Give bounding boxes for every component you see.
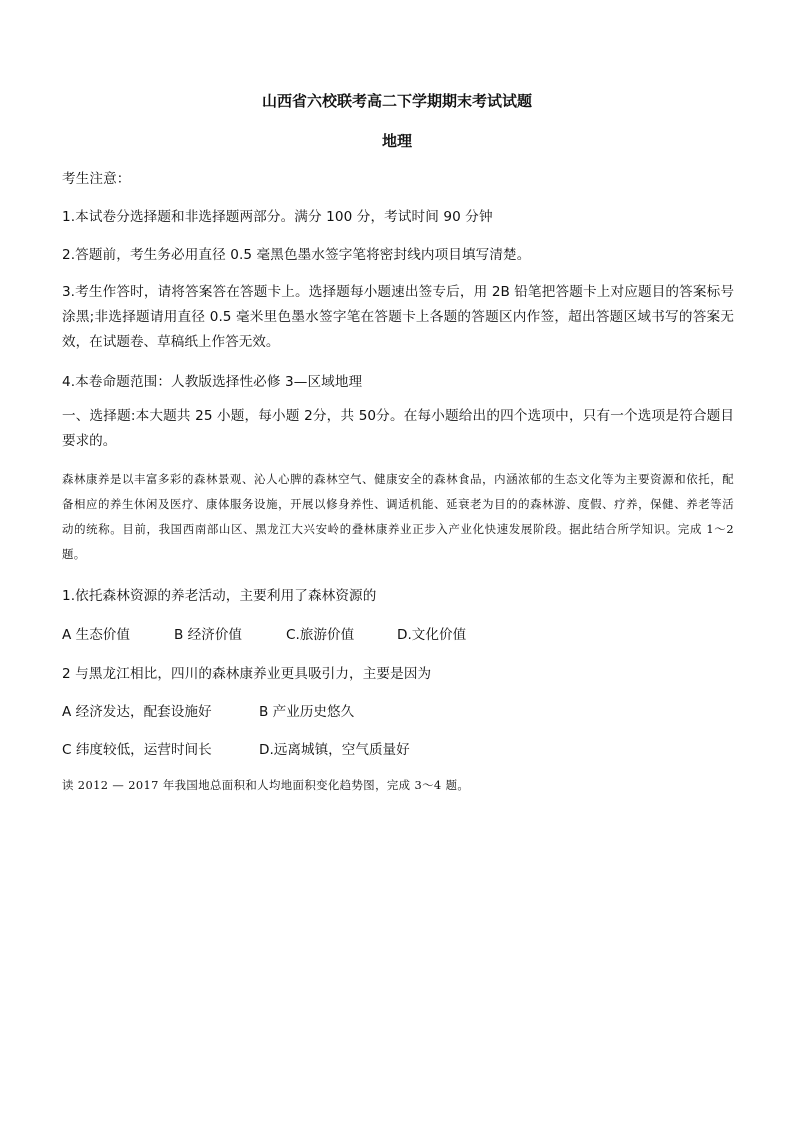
subject-title: 地理 xyxy=(381,132,412,150)
question-1-option-b: B 经济价值 xyxy=(174,627,243,643)
exam-title: 山西省六校联考高二下学期期末考试试题 xyxy=(261,92,532,110)
reading-material-1: 森林康养是以丰富多彩的森林景观、沁人心脾的森林空气、健康安全的森林食品，内涵浓郁的生态文化等为主要资源和依托，配备相应的养生休闲及医疗、康体服务设施，开展以修身养性、调适机能、延衰老为目的的森林游、度假、疗养，保健、养老等活动的统称。目前，我国西南部山区、黑龙江大兴安岭的叠林康养业正步入产业化快速发展阶段。据此结合所学知识。完成 1～2 题。 xyxy=(62,472,734,561)
question-2-option-a: A 经济发达，配套设施好 xyxy=(62,704,212,720)
section-instructions: 一、选择题:本大题共 25 小题，每小题 2分，共 50分。在每小题给出的四个选项中，只有一个选项是符合题目要求的。 xyxy=(62,408,734,449)
question-2-stem: 2 与黑龙江相比，四川的森林康养业更具吸引力，主要是因为 xyxy=(62,666,432,682)
note-item-1: 1.本试卷分选择题和非选择题两部分。满分 100 分，考试时间 90 分钟 xyxy=(62,209,493,225)
question-1-option-d: D.文化价值 xyxy=(397,627,467,643)
note-item-2: 2.答题前，考生务必用直径 0.5 毫黑色墨水签字笔将密封线内项目填写清楚。 xyxy=(62,247,531,263)
note-item-3: 3.考生作答时，请将答案答在答题卡上。选择题每小题速出签专后，用 2B 铅笔把答题卡上对应题目的答案标号涂黑;非选择题请用直径 0.5 毫米里色墨水签字笔在答题卡上各题的答题区内作签，超出答题区域书写的答案无效，在试题卷、草稿纸上作答无效。 xyxy=(62,284,734,350)
note-item-4: 4.本卷命题范围：人教版选择性必修 3—区域地理 xyxy=(62,374,363,390)
reading-material-2: 读 2012 — 2017 年我国地总面积和人均地面积变化趋势图，完成 3～4 题。 xyxy=(62,778,470,792)
question-2-option-d: D.远离城镇，空气质量好 xyxy=(259,742,410,758)
notes-heading: 考生注意： xyxy=(62,171,131,187)
question-1-stem: 1.依托森林资源的养老活动，主要利用了森林资源的 xyxy=(62,588,377,604)
question-1-option-a: A 生态价值 xyxy=(62,627,130,643)
question-2-option-c: C 纬度较低，运营时间长 xyxy=(62,742,212,758)
question-2-option-b: B 产业历史悠久 xyxy=(259,704,355,720)
question-1-option-c: C.旅游价值 xyxy=(286,627,355,643)
